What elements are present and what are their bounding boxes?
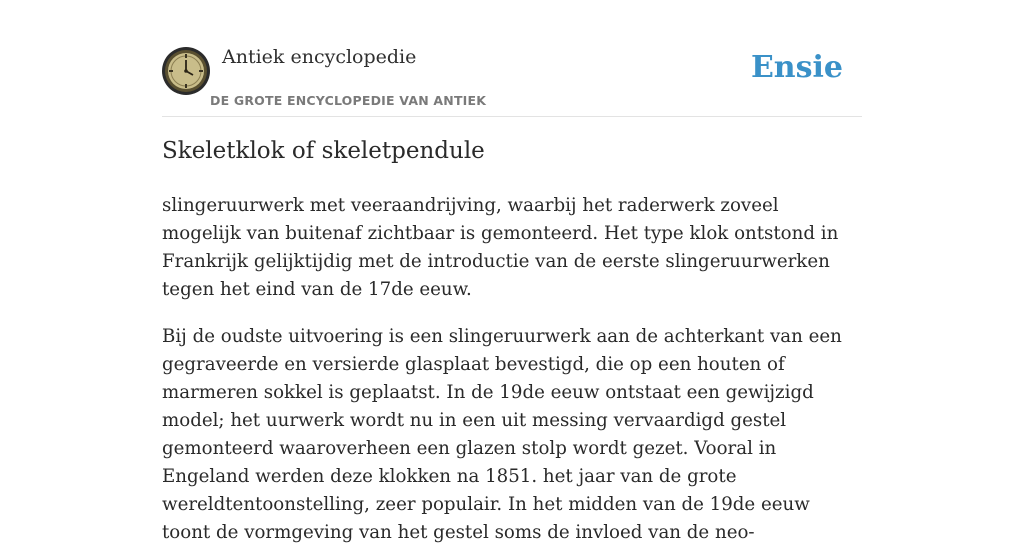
article-paragraph-1: slingeruurwerk met veeraandrijving, waarbij het raderwerk zoveel mogelijk van buitenaf zichtbaar is gemonteerd. Het type klok ontstond in Frankrijk gelijktijdig met de introductie van de eerste slingeruurwerken tegen het eind van de 17de eeuw. — [162, 195, 839, 300]
site-subtitle: DE GROTE ENCYCLOPEDIE VAN ANTIEK — [210, 93, 487, 108]
brand-logo-link[interactable]: Ensie — [750, 50, 843, 85]
article-paragraph-2: Bij de oudste uitvoering is een slingeruurwerk aan de achterkant van een gegraveerde en versierde glasplaat bevestigd, die op een houten of marmeren sokkel is geplaatst. In de 19de eeuw ontstaat een gewijzigd model; het uurwerk wordt nu in een uit messing vervaardigd gestel gemonteerd waaroverheen een glazen stolp wordt gezet. Vooral in Engeland werden deze klokken na 1851. het jaar van de grote wereldtentoonstelling, zeer populair. In het midden van de 19de eeuw toont de vormgeving van het gestel soms de invloed van de neo- — [162, 326, 842, 543]
site-title[interactable]: Antiek encyclopedie — [222, 46, 417, 68]
clock-icon[interactable] — [162, 47, 210, 95]
site-header — [162, 40, 862, 117]
page-title: Skeletklok of skeletpendule — [162, 138, 485, 164]
